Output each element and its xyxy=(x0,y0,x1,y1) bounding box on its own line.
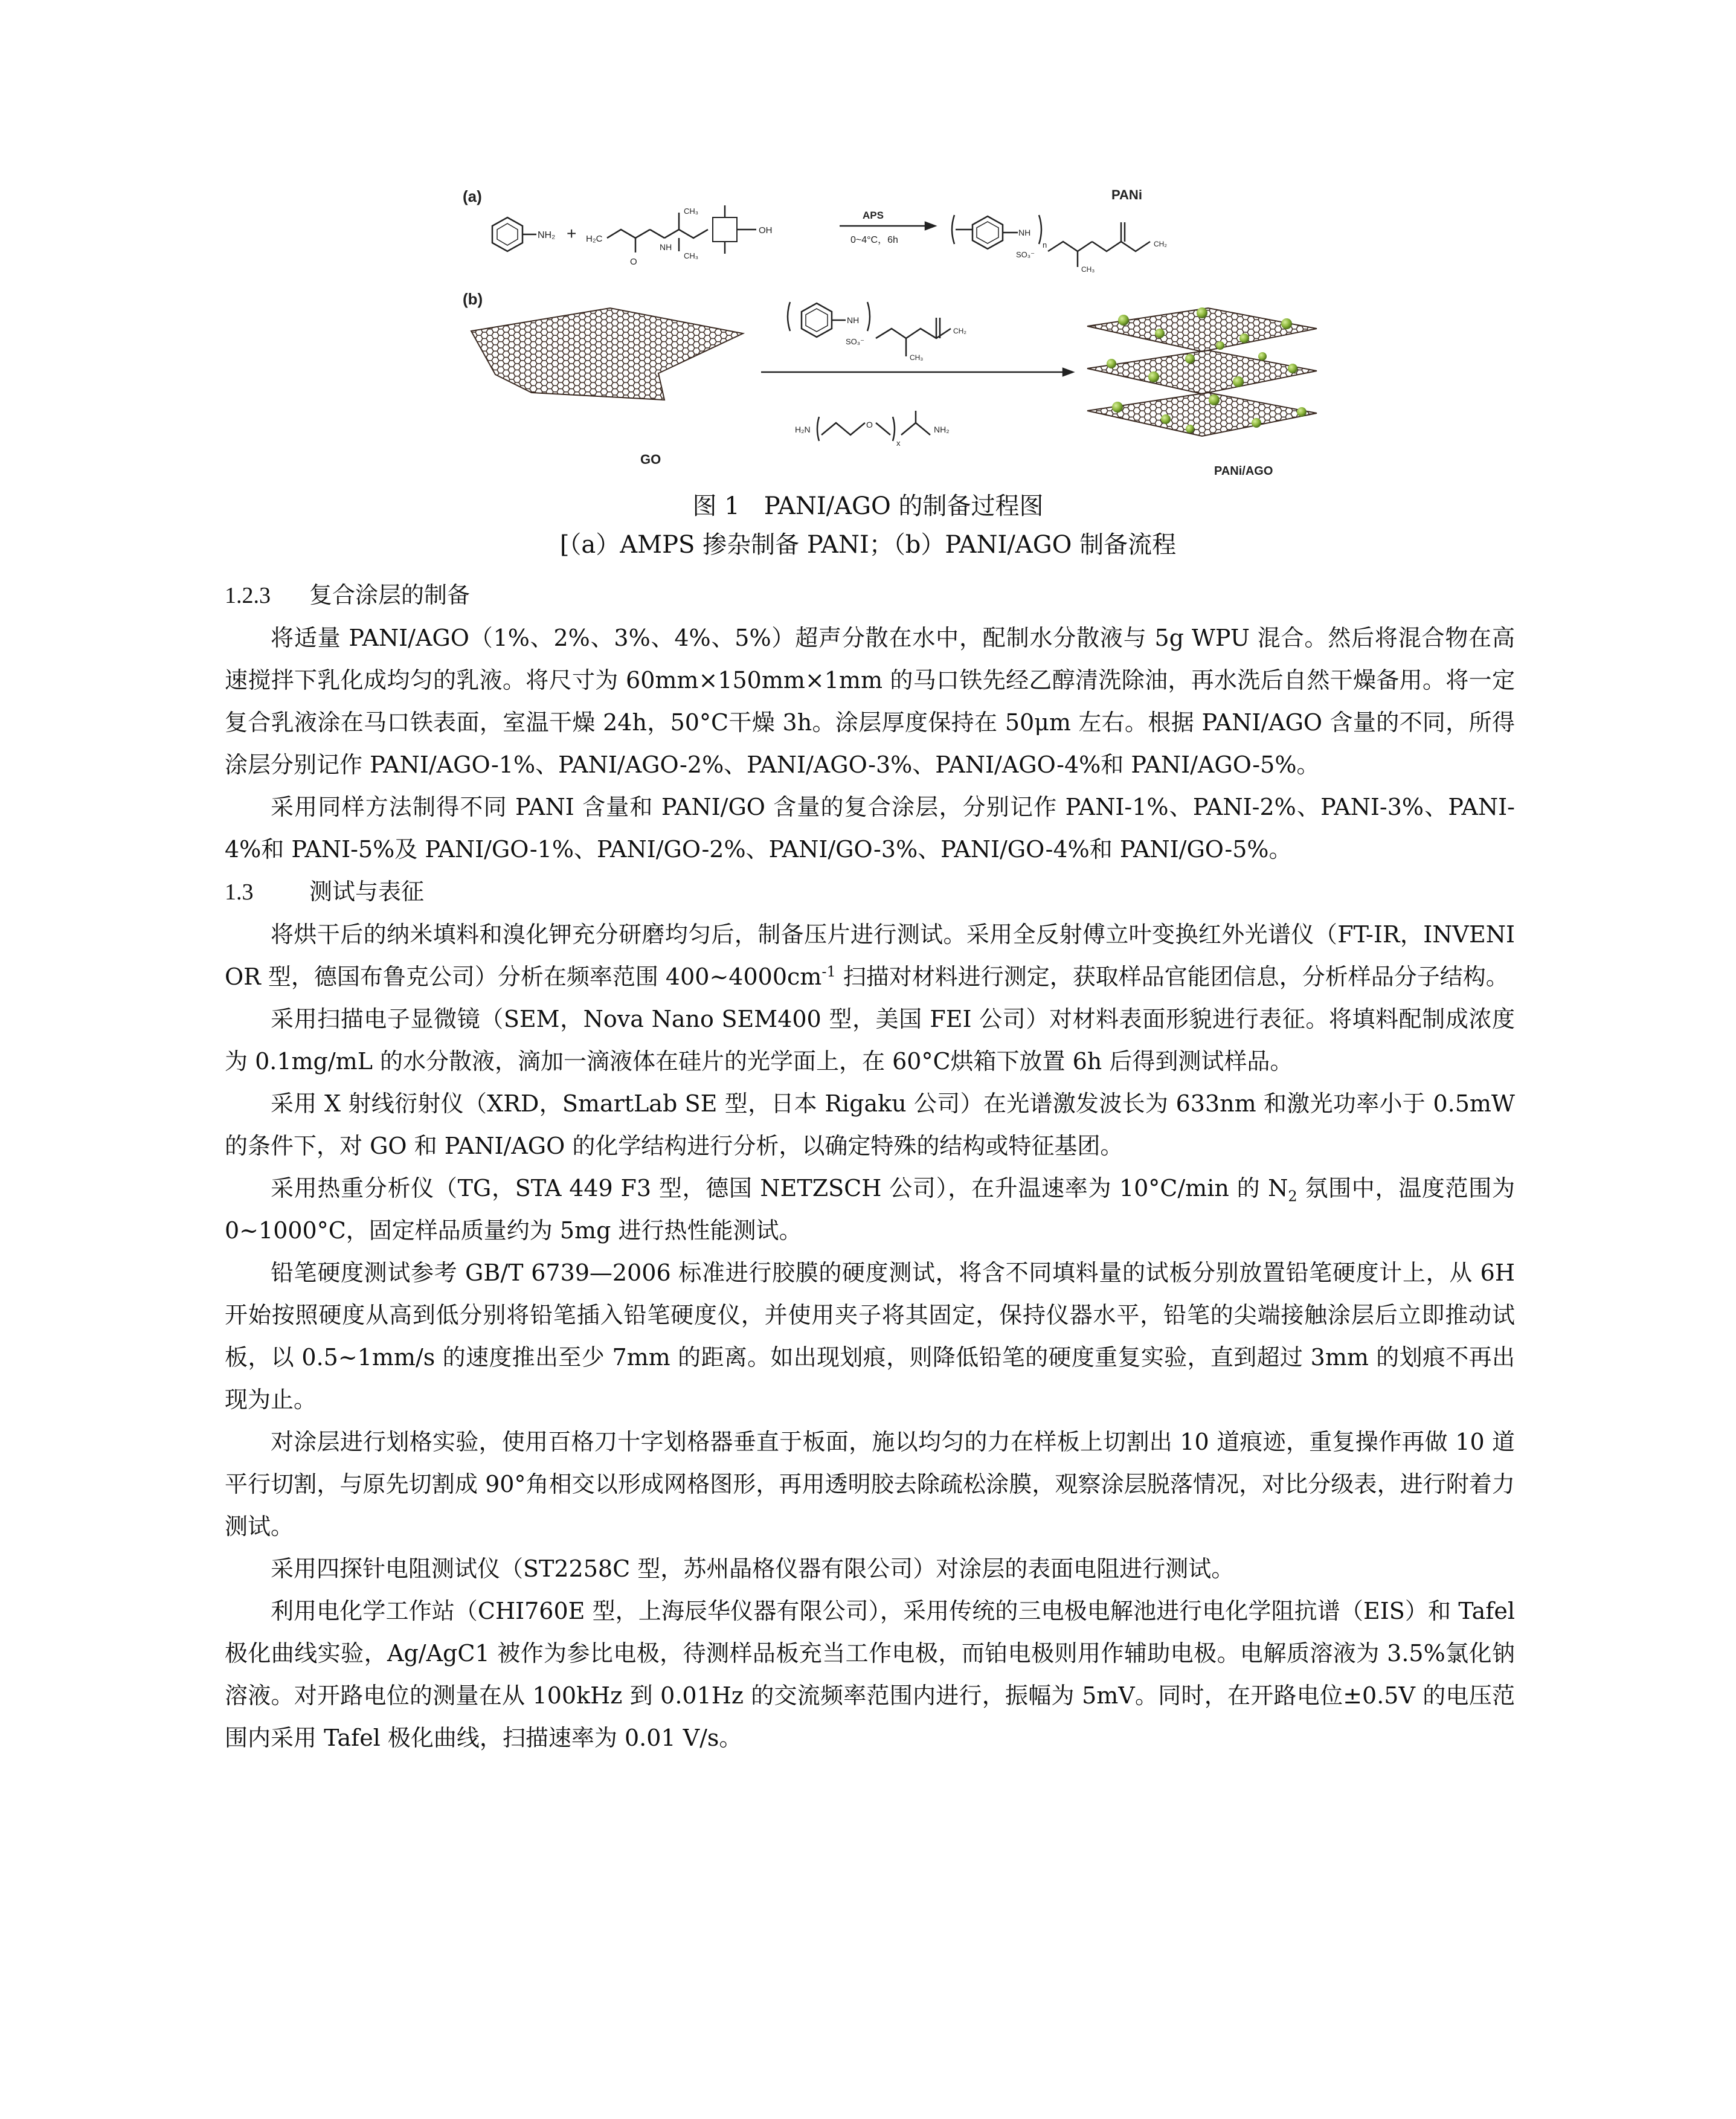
reaction-scheme-diagram xyxy=(459,175,1329,495)
paragraph-pencil-hardness: 铅笔硬度测试参考 GB/T 6739—2006 标准进行胶膜的硬度测试，将含不同填料量的试板分别放置铅笔硬度计上，从 6H 开始按照硬度从高到低分别将铅笔插入铅笔硬度仪，并使用夹子将其固定，保持仪器水平，铅笔的尖端接触涂层后立即推动试板，以 0.5~1mm/s 的速度推出至少 7mm 的距离。如出现划痕，则降低铅笔的硬度重复实验，直到超过 3mm 的划痕不再出现为止。 xyxy=(225,1259,1515,1413)
svg-text:O: O xyxy=(630,257,637,267)
figure-caption-title: 图 1 PANI/AGO 的制备过程图 xyxy=(692,492,1044,520)
svg-text:NH: NH xyxy=(847,315,860,325)
svg-text:+: + xyxy=(567,224,577,243)
aps-label: APS xyxy=(863,210,884,221)
go-label: GO xyxy=(640,452,661,467)
svg-text:NH₂: NH₂ xyxy=(934,425,950,434)
svg-text:n: n xyxy=(1043,240,1047,249)
section-number: 1.3 xyxy=(225,879,254,905)
paragraph-tg: 采用热重分析仪（TG，STA 449 F3 型，德国 NETZSCH 公司），在升温速率为 10°C/min 的 $N_2$ 氛围中，温度范围为 0~1000°C，固定样品质量约为 5mg 进行热性能测试。 xyxy=(225,1175,1515,1244)
figure-caption-subtitle: [（a）AMPS 掺杂制备 PANI；（b）PANI/AGO 制备流程 xyxy=(559,531,1177,559)
section-title: 测试与表征 xyxy=(309,878,425,905)
svg-text:SO₃⁻: SO₃⁻ xyxy=(1016,250,1035,259)
svg-text:O: O xyxy=(866,420,873,429)
svg-text:H₂N: H₂N xyxy=(795,425,811,434)
pani-ago-layered-illustration xyxy=(1087,307,1317,478)
paragraph-surface-resistance: 采用四探针电阻测试仪（ST2258C 型，苏州晶格仪器有限公司）对涂层的表面电阻进行测试。 xyxy=(271,1555,1235,1582)
svg-text:SO₃⁻: SO₃⁻ xyxy=(846,337,864,346)
svg-text:NH: NH xyxy=(1018,228,1031,237)
section-number: 1.2.3 xyxy=(225,583,271,608)
paragraph-comparison-coatings: 采用同样方法制得不同 PANI 含量和 PANI/GO 含量的复合涂层，分别记作 PANI-1%、PANI-2%、PANI-3%、PANI-4%和 PANI-5%及 PANI/GO-1%、PANI/GO-2%、PANI/GO-3%、PANI/GO-4%和 PANI/GO-5%。 xyxy=(225,794,1515,863)
pani-reagent-structure xyxy=(788,302,966,362)
paragraph-cross-cut-adhesion: 对涂层进行划格实验，使用百格刀十字划格器垂直于板面，施以均匀的力在样板上切割出 10 道痕迹，重复操作再做 10 道平行切割，与原先切割成 90°角相交以形成网格图形，再用透明胶去除疏松涂膜，观察涂层脱落情况，对比分级表，进行附着力测试。 xyxy=(225,1429,1515,1540)
paragraph-coating-preparation: 将适量 PANI/AGO（1%、2%、3%、4%、5%）超声分散在水中，配制水分散液与 5g WPU 混合。然后将混合物在高速搅拌下乳化成均匀的乳液。将尺寸为 60mm×150mm×1mm 的马口铁先经乙醇清洗除油，再水洗后自然干燥备用。将一定复合乳液涂在马口铁表面，室温干燥 24h，50°C干燥 3h。涂层厚度保持在 50μm 左右。根据 PANI/AGO 含量的不同，所得涂层分别记作 PANI/AGO-1%、PANI/AGO-2%、PANI/AGO-3%、PANI/AGO-4%和 PANI/AGO-5%。 xyxy=(225,625,1515,778)
body-text xyxy=(225,574,1515,1759)
svg-text:CH₃: CH₃ xyxy=(684,207,699,216)
svg-text:NH₂: NH₂ xyxy=(538,230,556,240)
svg-text:x: x xyxy=(896,439,901,448)
amps-molecule xyxy=(586,205,773,267)
paragraph-xrd: 采用 X 射线衍射仪（XRD，SmartLab SE 型，日本 Rigaku 公司）在光谱激发波长为 633nm 和激光功率小于 0.5mW 的条件下，对 GO 和 PANI/AGO 的化学结构进行分析，以确定特殊的结构或特征基团。 xyxy=(225,1090,1515,1159)
svg-text:CH₂: CH₂ xyxy=(1154,240,1167,248)
svg-text:OH: OH xyxy=(759,225,773,236)
pani-product-structure xyxy=(952,187,1167,274)
paragraph-electrochemistry: 利用电化学工作站（CHI760E 型，上海辰华仪器有限公司），采用传统的三电极电解池进行电化学阻抗谱（EIS）和 Tafel 极化曲线实验，Ag/AgC1 被作为参比电极，待测样品板充当工作电极，而铂电极则用作辅助电极。电解质溶液为 3.5%氯化钠溶液。对开路电位的测量在从 100kHz 到 0.01Hz 的交流频率范围内进行，振幅为 5mV。同时，在开路电位±0.5V 的电压范围内采用 Tafel 极化曲线，扫描速率为 0.01 V/s。 xyxy=(225,1598,1515,1751)
paragraph-sem: 采用扫描电子显微镜（SEM，Nova Nano SEM400 型，美国 FEI 公司）对材料表面形貌进行表征。将填料配制成浓度为 0.1mg/mL 的水分散液，滴加一滴液体在硅片的光学面上，在 60°C烘箱下放置 6h 后得到测试样品。 xyxy=(225,1006,1515,1075)
product-label: PANi xyxy=(1111,187,1142,202)
figure-1 xyxy=(459,175,1329,495)
section-heading-1-3 xyxy=(225,870,1515,913)
svg-text:CH₃: CH₃ xyxy=(910,353,924,362)
section-heading-1-2-3 xyxy=(225,574,1515,617)
paragraph-ftir: 将烘干后的纳米填料和溴化钾充分研磨均匀后，制备压片进行测试。采用全反射傅立叶变换红外光谱仪（FT-IR，INVENIOR 型，德国布鲁克公司）分析在频率范围 $400\sim 4000cm^{-1}$ 扫描对材料进行测定，获取样品官能团信息，分析样品分子结构。 xyxy=(225,921,1515,990)
pani-ago-label: PANi/AGO xyxy=(1214,465,1273,478)
svg-text:H₂C: H₂C xyxy=(586,234,603,244)
go-sheet-illustration xyxy=(471,308,743,400)
polyetheramine-structure xyxy=(795,411,950,448)
section-title: 复合涂层的制备 xyxy=(309,582,471,608)
svg-text:CH₂: CH₂ xyxy=(953,327,966,335)
svg-text:CH₃: CH₃ xyxy=(1081,265,1095,274)
panel-b-label: (b) xyxy=(463,290,483,308)
svg-text:CH₃: CH₃ xyxy=(684,251,699,260)
panel-a-label: (a) xyxy=(463,187,482,205)
svg-text:NH: NH xyxy=(660,242,672,252)
reaction-condition: 0~4°C，6h xyxy=(850,235,898,245)
